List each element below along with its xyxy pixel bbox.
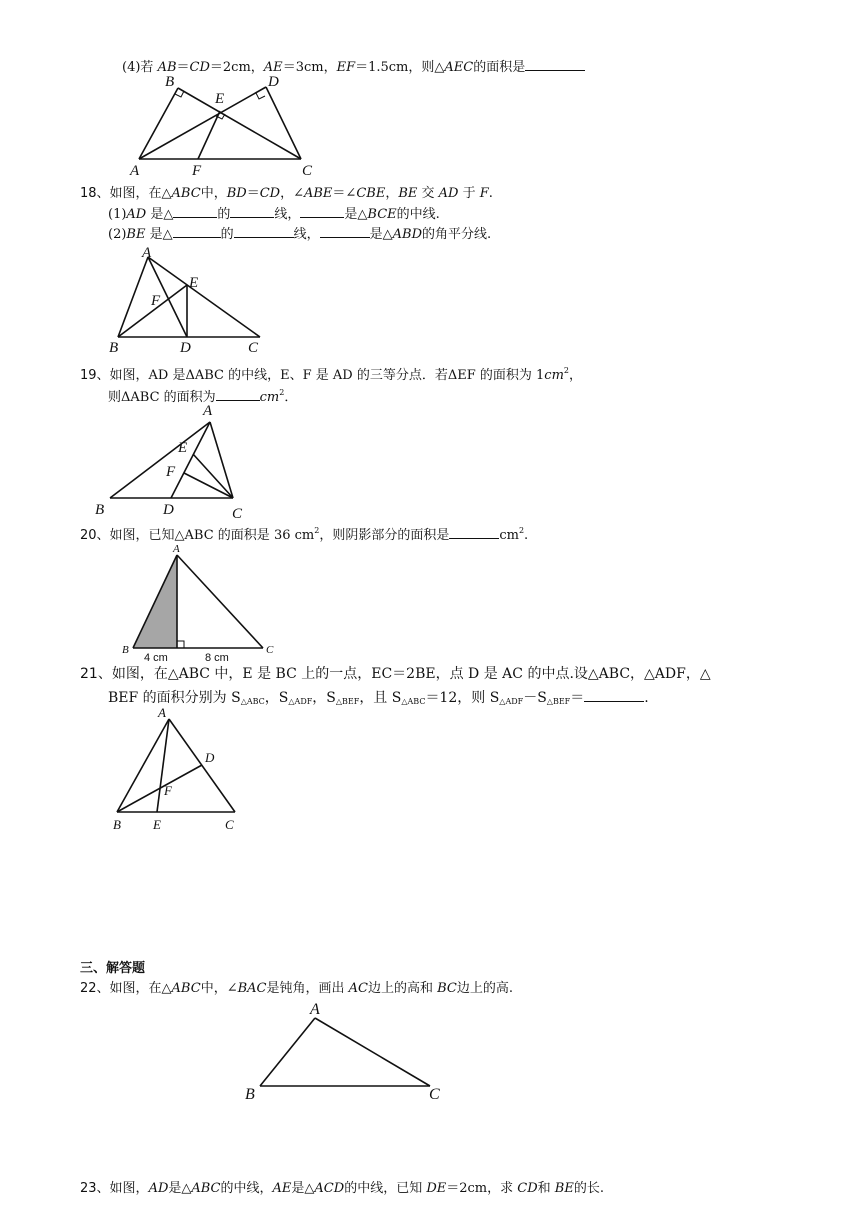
label-A: A	[310, 1001, 320, 1018]
label-D: D	[163, 502, 174, 518]
label-B: B	[122, 644, 129, 656]
answer-blank[interactable]	[300, 205, 344, 218]
answer-blank[interactable]	[230, 205, 274, 218]
q18-figure	[105, 245, 275, 355]
q17-part4-text: (4)若 AB＝CD＝2cm，AE＝3cm，EF＝1.5cm，则△AEC的面积是	[122, 58, 585, 77]
answer-blank[interactable]	[173, 205, 217, 218]
label-F: F	[166, 464, 176, 480]
q18-part1: (1)AD 是△ 的 线， 是△BCE的中线.	[108, 207, 440, 222]
label-A: A	[142, 245, 152, 261]
q22-stem: 22、如图，在△ABC中，∠BAC是钝角，画出 AC边上的高和 BC边上的高.	[80, 981, 513, 996]
answer-blank[interactable]	[234, 225, 294, 238]
label-F: F	[151, 293, 161, 309]
q17-figure	[125, 72, 325, 182]
label-B: B	[95, 502, 105, 518]
q21-figure	[110, 705, 250, 835]
answer-blank[interactable]	[449, 526, 499, 539]
label-B: B	[165, 74, 175, 90]
label-C: C	[429, 1086, 440, 1103]
q21-stem: 21、如图，在△ABC 中，E 是 BC 上的一点，EC＝2BE，点 D 是 AC 的中点.设△ABC，△ADF，△	[80, 666, 711, 682]
q21-stem-2: BEF 的面积分别为 $S_{\triangle ABC}$，$S_{\triangle ADF}$，$S_{\triangle BEF}$，且 $S_{\triangle ABC}=12$，则 $S_{\triangle ADF}-S_{\triangle BEF}=$ .	[108, 690, 649, 706]
label-F: F	[164, 783, 172, 798]
answer-blank[interactable]	[525, 58, 585, 71]
label-A: A	[203, 403, 213, 419]
q20-figure	[118, 540, 288, 665]
label-E: E	[215, 91, 225, 107]
label-D: D	[268, 74, 279, 90]
q18-stem: 18、如图，在△ABC中，BD＝CD，∠ABE＝∠CBE，BE 交 AD 于 F.	[80, 186, 493, 201]
label-D: D	[180, 340, 191, 356]
label-C: C	[302, 163, 313, 179]
label-C: C	[232, 506, 243, 522]
q18-part2: (2)BE 是△ 的 线， 是△ABD的角平分线.	[108, 227, 492, 242]
q19-stem-2: 则ΔABC 的面积为 $cm^2$．	[108, 388, 298, 405]
label-A: A	[130, 163, 140, 179]
label-F: F	[192, 163, 202, 179]
answer-blank[interactable]	[584, 689, 644, 702]
q19-stem: 19、如图，AD 是ΔABC 的中线，E、F 是 AD 的三等分点．若ΔEF 的面积为 $1cm^2$，	[80, 366, 583, 383]
q20-stem: 20、如图，已知△ABC 的面积是 36 $cm^2$，则阴影部分的面积是 $cm^2$.	[80, 526, 529, 543]
label-B: B	[109, 340, 119, 356]
label-B: B	[245, 1086, 255, 1103]
q22-figure	[240, 998, 460, 1108]
label-C: C	[225, 817, 234, 832]
label-A: A	[173, 543, 180, 555]
length-label-8cm: 8 cm	[205, 652, 229, 664]
label-C: C	[266, 644, 274, 656]
length-label-4cm: 4 cm	[144, 652, 168, 664]
label-E: E	[178, 440, 188, 456]
answer-blank[interactable]	[320, 225, 370, 238]
label-B: B	[113, 817, 121, 832]
label-D: D	[205, 750, 215, 765]
answer-blank[interactable]	[173, 225, 221, 238]
label-C: C	[248, 340, 259, 356]
label-A: A	[158, 705, 166, 720]
q19-figure	[90, 400, 260, 520]
label-E: E	[189, 275, 199, 291]
q23-stem: 23、如图，AD是△ABC的中线，AE是△ACD的中线，已知 DE＝2cm，求 CD和 BE的长.	[80, 1181, 604, 1196]
label-E: E	[153, 817, 161, 832]
section-heading: 三、解答题	[80, 961, 146, 976]
